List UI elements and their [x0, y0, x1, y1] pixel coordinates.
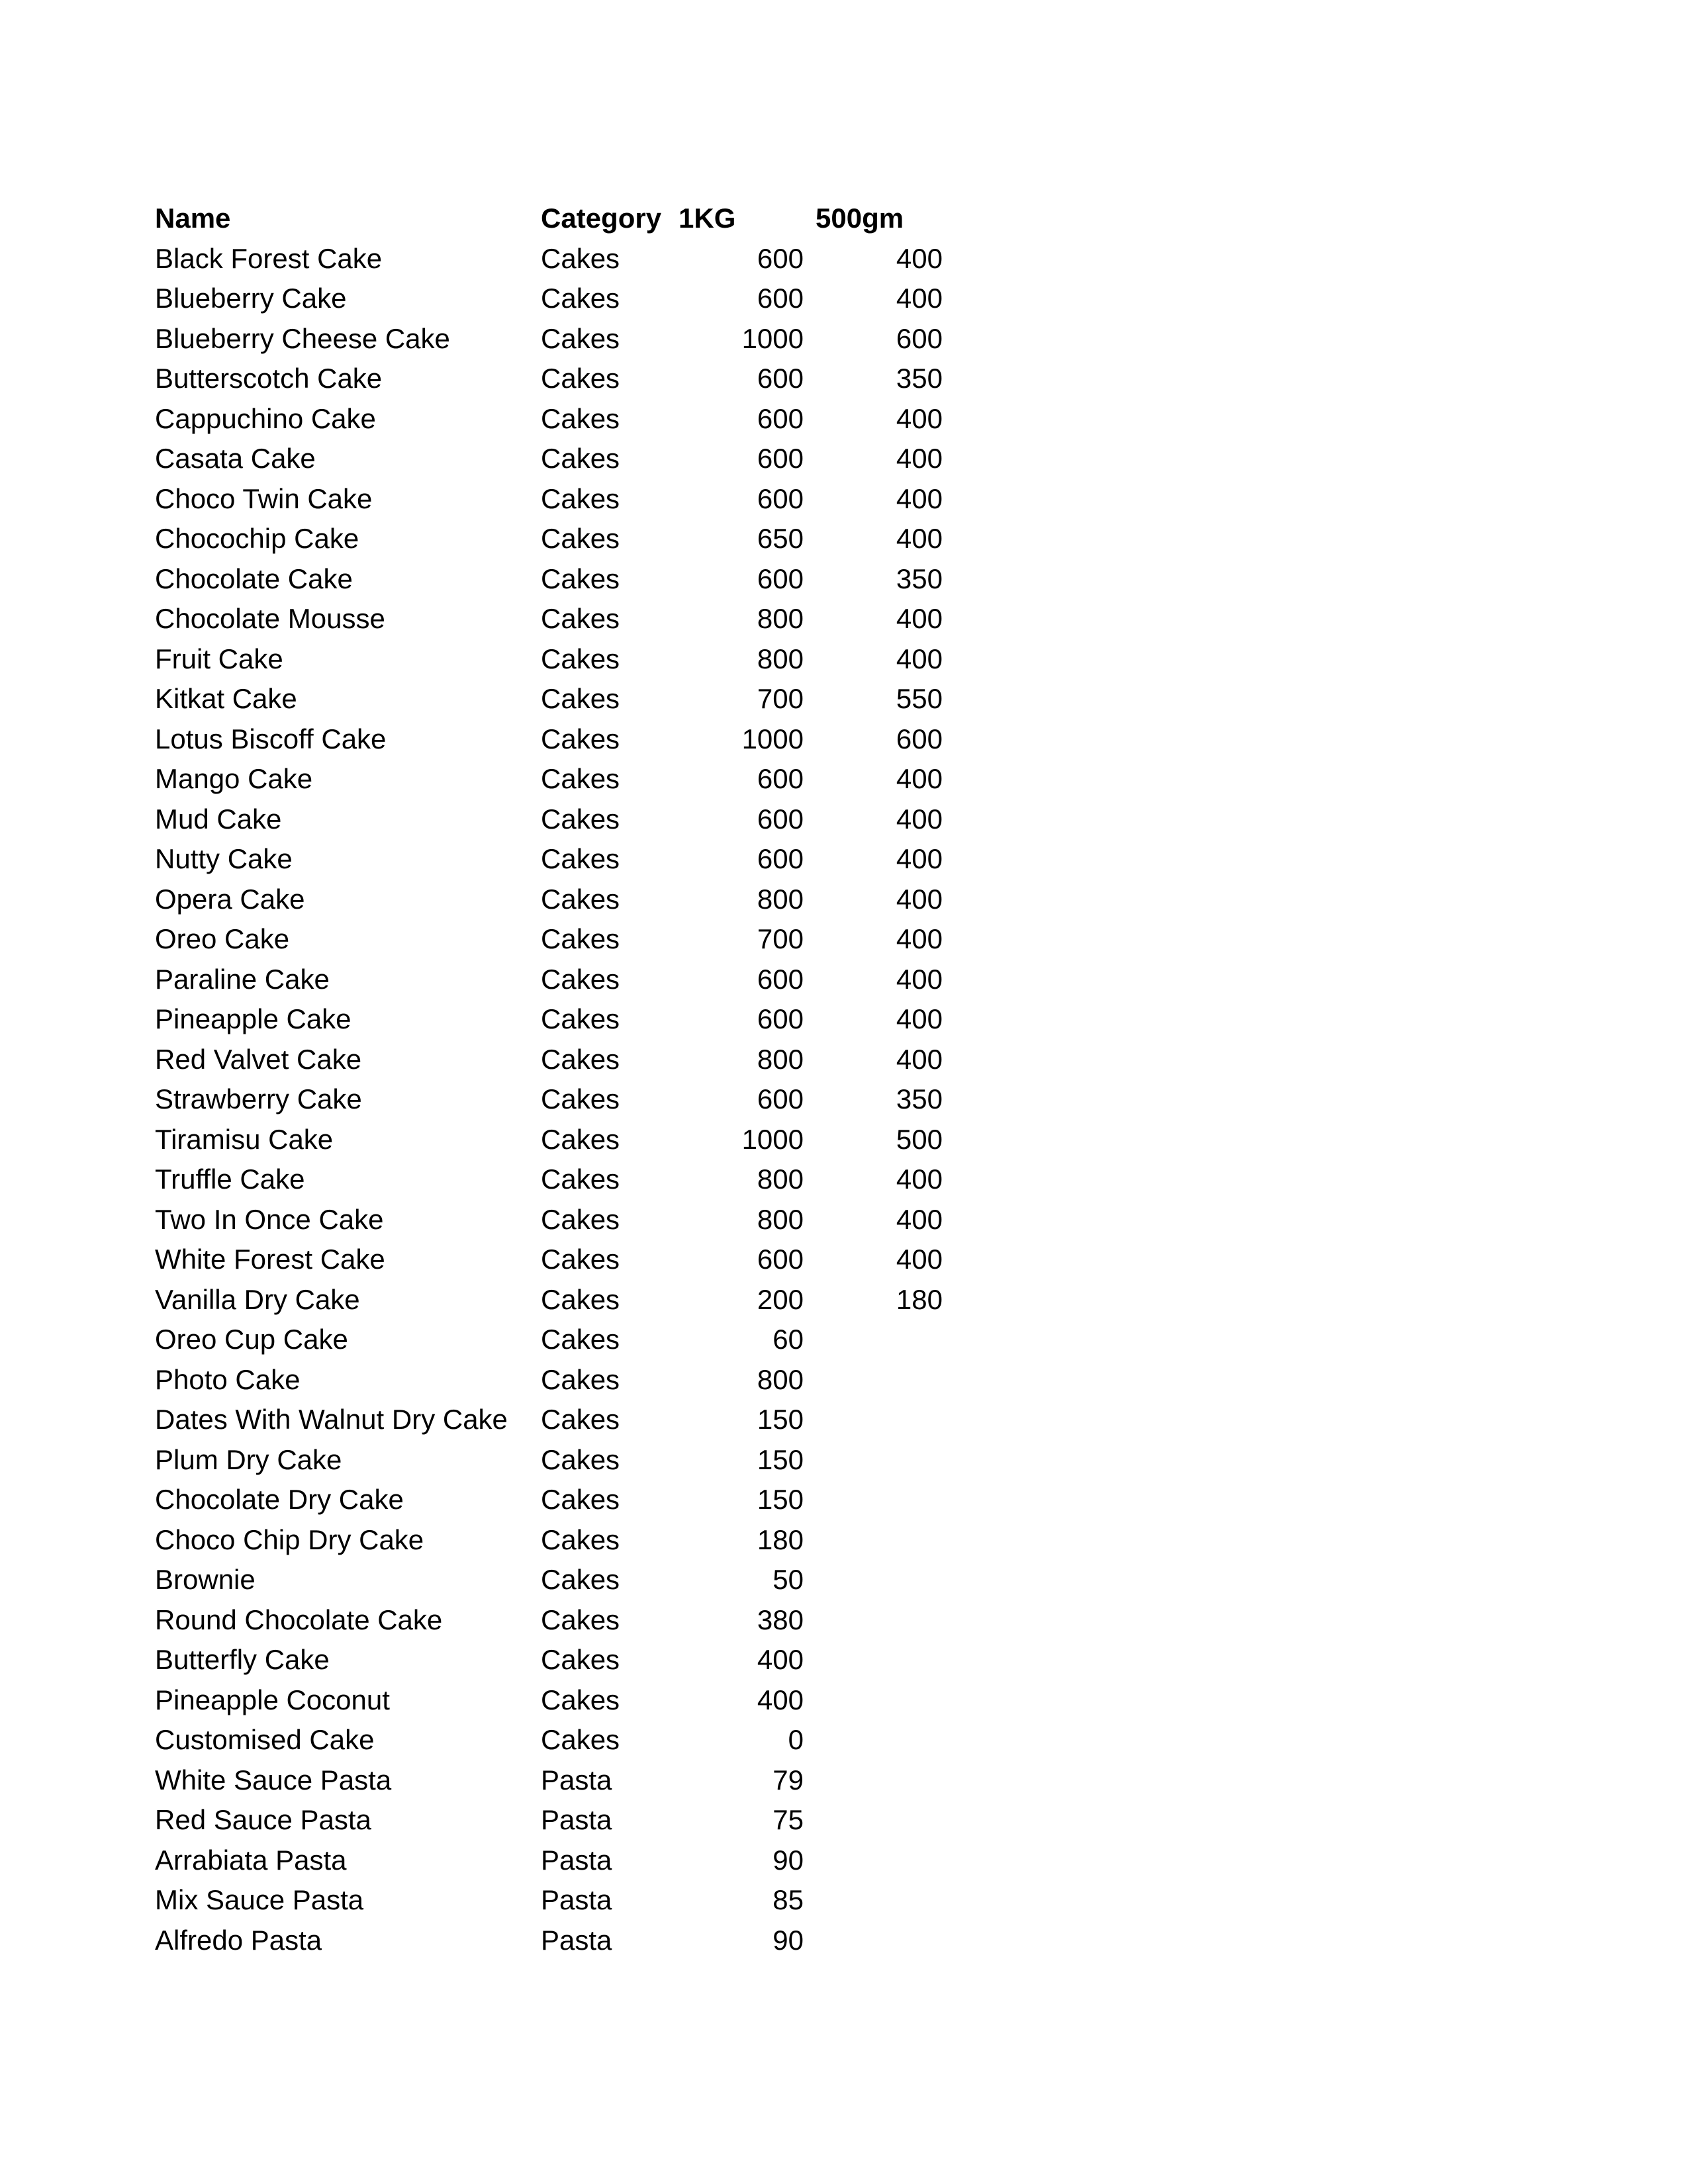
cell-price-500gm: 350	[896, 563, 943, 594]
cell-price-500gm: 400	[896, 1043, 943, 1075]
cell-price-1kg: 800	[757, 1363, 804, 1395]
cell-category: Cakes	[541, 443, 620, 474]
cell-name: Red Valvet Cake	[155, 1043, 362, 1075]
table-row	[155, 799, 949, 840]
cell-price-1kg: 700	[757, 923, 804, 954]
cell-price-500gm	[810, 1921, 943, 1961]
cell-price-1kg: 600	[757, 1244, 804, 1275]
cell-name: Cappuchino Cake	[155, 402, 376, 434]
cell-price-500gm	[810, 1400, 943, 1440]
cell-category: Cakes	[541, 1123, 620, 1155]
table-row	[155, 399, 949, 439]
cell-name: Opera Cake	[155, 883, 305, 915]
table-row	[155, 759, 949, 799]
cell-price-500gm	[810, 1320, 943, 1360]
cell-category: Cakes	[541, 1604, 620, 1635]
cell-price-500gm: 400	[896, 482, 943, 514]
table-row	[155, 1680, 949, 1721]
table-row	[155, 1760, 949, 1801]
cell-name: White Sauce Pasta	[155, 1764, 392, 1796]
cell-category: Cakes	[541, 283, 620, 314]
cell-price-500gm: 550	[896, 683, 943, 714]
cell-price-1kg: 600	[757, 563, 804, 594]
table-row	[155, 1240, 949, 1280]
cell-category: Cakes	[541, 603, 620, 634]
cell-name: Truffle Cake	[155, 1163, 305, 1195]
cell-price-500gm	[810, 1760, 943, 1801]
cell-price-500gm	[810, 1720, 943, 1760]
cell-price-1kg: 1000	[741, 322, 804, 354]
cell-price-500gm	[810, 1841, 943, 1881]
cell-name: White Forest Cake	[155, 1244, 385, 1275]
cell-name: Mango Cake	[155, 763, 313, 794]
cell-category: Cakes	[541, 1724, 620, 1755]
cell-price-500gm: 400	[896, 242, 943, 274]
cell-category: Cakes	[541, 1043, 620, 1075]
cell-price-1kg: 180	[757, 1524, 804, 1555]
cell-category: Pasta	[541, 1764, 612, 1796]
cell-category: Cakes	[541, 563, 620, 594]
cell-category: Cakes	[541, 963, 620, 995]
cell-category: Cakes	[541, 1644, 620, 1675]
cell-name: Choco Twin Cake	[155, 482, 373, 514]
table-row	[155, 1600, 949, 1641]
cell-name: Vanilla Dry Cake	[155, 1283, 360, 1315]
cell-price-500gm: 400	[896, 923, 943, 954]
cell-price-500gm	[810, 1560, 943, 1600]
cell-price-500gm: 400	[896, 643, 943, 674]
cell-price-1kg: 600	[757, 1083, 804, 1115]
cell-name: Mud Cake	[155, 803, 282, 835]
cell-price-1kg: 600	[757, 763, 804, 794]
cell-category: Cakes	[541, 923, 620, 954]
cell-name: Lotus Biscoff Cake	[155, 723, 387, 754]
cell-price-500gm: 600	[896, 723, 943, 754]
cell-price-500gm: 400	[896, 402, 943, 434]
header-category: Category	[541, 203, 662, 234]
cell-name: Strawberry Cake	[155, 1083, 362, 1115]
cell-name: Arrabiata Pasta	[155, 1844, 347, 1876]
table-row	[155, 1480, 949, 1520]
cell-name: Black Forest Cake	[155, 242, 383, 274]
cell-price-1kg: 600	[757, 402, 804, 434]
table-row	[155, 239, 949, 279]
cell-name: Red Sauce Pasta	[155, 1804, 371, 1835]
cell-category: Cakes	[541, 1484, 620, 1515]
table-row	[155, 1120, 949, 1160]
cell-price-500gm: 400	[896, 883, 943, 915]
table-row	[155, 439, 949, 479]
table-row	[155, 1520, 949, 1561]
cell-price-500gm: 400	[896, 843, 943, 874]
cell-category: Cakes	[541, 1203, 620, 1235]
cell-name: Chocochip Cake	[155, 523, 359, 554]
cell-price-1kg: 800	[757, 1163, 804, 1195]
table-row	[155, 1320, 949, 1360]
table-row	[155, 1560, 949, 1600]
cell-category: Cakes	[541, 843, 620, 874]
cell-name: Nutty Cake	[155, 843, 293, 874]
cell-price-500gm: 400	[896, 963, 943, 995]
table-row	[155, 319, 949, 359]
cell-name: Tiramisu Cake	[155, 1123, 334, 1155]
cell-name: Round Chocolate Cake	[155, 1604, 443, 1635]
cell-name: Chocolate Dry Cake	[155, 1484, 404, 1515]
cell-name: Choco Chip Dry Cake	[155, 1524, 424, 1555]
cell-category: Cakes	[541, 402, 620, 434]
cell-name: Chocolate Cake	[155, 563, 353, 594]
table-row	[155, 960, 949, 1000]
cell-category: Cakes	[541, 723, 620, 754]
cell-name: Dates With Walnut Dry Cake	[155, 1404, 508, 1435]
cell-price-500gm: 500	[896, 1123, 943, 1155]
cell-price-1kg: 60	[773, 1324, 804, 1355]
table-row	[155, 279, 949, 319]
cell-name: Oreo Cake	[155, 923, 290, 954]
table-row	[155, 1440, 949, 1480]
cell-price-1kg: 90	[773, 1844, 804, 1876]
cell-name: Brownie	[155, 1564, 256, 1595]
cell-name: Chocolate Mousse	[155, 603, 385, 634]
cell-category: Cakes	[541, 1404, 620, 1435]
cell-category: Pasta	[541, 1924, 612, 1956]
cell-price-1kg: 600	[757, 283, 804, 314]
cell-price-500gm	[810, 1800, 943, 1841]
table-body	[155, 239, 949, 1961]
cell-price-1kg: 150	[757, 1443, 804, 1475]
cell-category: Cakes	[541, 322, 620, 354]
cell-category: Cakes	[541, 363, 620, 394]
table-row	[155, 359, 949, 399]
header-name: Name	[155, 203, 231, 234]
table-row	[155, 1200, 949, 1240]
table-row	[155, 1921, 949, 1961]
cell-price-1kg: 800	[757, 883, 804, 915]
cell-price-1kg: 85	[773, 1884, 804, 1915]
table-row	[155, 1280, 949, 1320]
cell-price-1kg: 90	[773, 1924, 804, 1956]
cell-category: Cakes	[541, 242, 620, 274]
cell-price-1kg: 150	[757, 1484, 804, 1515]
table-row	[155, 880, 949, 920]
cell-price-500gm: 400	[896, 1003, 943, 1034]
cell-price-500gm: 400	[896, 763, 943, 794]
cell-name: Pineapple Cake	[155, 1003, 352, 1034]
cell-price-1kg: 600	[757, 803, 804, 835]
cell-price-1kg: 75	[773, 1804, 804, 1835]
table-row	[155, 519, 949, 559]
table-row	[155, 1400, 949, 1440]
cell-price-1kg: 800	[757, 1043, 804, 1075]
cell-price-1kg: 79	[773, 1764, 804, 1796]
cell-category: Pasta	[541, 1884, 612, 1915]
cell-price-500gm	[810, 1880, 943, 1921]
cell-name: Blueberry Cheese Cake	[155, 322, 450, 354]
cell-price-500gm: 400	[896, 1244, 943, 1275]
cell-category: Cakes	[541, 1244, 620, 1275]
cell-name: Customised Cake	[155, 1724, 375, 1755]
cell-price-500gm	[810, 1600, 943, 1641]
cell-name: Alfredo Pasta	[155, 1924, 322, 1956]
cell-price-500gm: 400	[896, 1163, 943, 1195]
cell-category: Cakes	[541, 1163, 620, 1195]
cell-price-500gm: 400	[896, 443, 943, 474]
cell-price-1kg: 200	[757, 1283, 804, 1315]
cell-price-1kg: 800	[757, 643, 804, 674]
cell-price-1kg: 600	[757, 843, 804, 874]
cell-price-1kg: 650	[757, 523, 804, 554]
table-row	[155, 1040, 949, 1080]
cell-price-500gm	[810, 1520, 943, 1561]
cell-category: Cakes	[541, 683, 620, 714]
cell-name: Plum Dry Cake	[155, 1443, 342, 1475]
cell-price-1kg: 600	[757, 363, 804, 394]
table-header-row	[155, 199, 949, 239]
table-row	[155, 919, 949, 960]
cell-name: Butterscotch Cake	[155, 363, 383, 394]
cell-category: Cakes	[541, 1684, 620, 1715]
cell-category: Cakes	[541, 523, 620, 554]
price-table	[155, 199, 949, 1960]
table-row	[155, 599, 949, 639]
cell-price-500gm	[810, 1440, 943, 1480]
cell-category: Pasta	[541, 1804, 612, 1835]
table-row	[155, 639, 949, 680]
cell-price-1kg: 600	[757, 242, 804, 274]
cell-price-1kg: 600	[757, 443, 804, 474]
cell-name: Casata Cake	[155, 443, 316, 474]
cell-price-500gm: 400	[896, 283, 943, 314]
table-row	[155, 1841, 949, 1881]
cell-price-1kg: 0	[788, 1724, 804, 1755]
cell-price-1kg: 600	[757, 963, 804, 995]
table-row	[155, 1880, 949, 1921]
cell-name: Butterfly Cake	[155, 1644, 330, 1675]
cell-price-1kg: 380	[757, 1604, 804, 1635]
table-row	[155, 719, 949, 760]
cell-price-1kg: 1000	[741, 723, 804, 754]
cell-name: Kitkat Cake	[155, 683, 297, 714]
cell-price-1kg: 700	[757, 683, 804, 714]
cell-price-500gm: 400	[896, 803, 943, 835]
cell-price-1kg: 150	[757, 1404, 804, 1435]
table-row	[155, 679, 949, 719]
cell-category: Pasta	[541, 1844, 612, 1876]
cell-price-1kg: 800	[757, 1203, 804, 1235]
cell-price-500gm: 400	[896, 603, 943, 634]
cell-name: Photo Cake	[155, 1363, 301, 1395]
header-1kg: 1KG	[679, 203, 736, 234]
cell-price-500gm: 400	[896, 523, 943, 554]
cell-price-500gm: 350	[896, 1083, 943, 1115]
table-row	[155, 559, 949, 600]
cell-category: Cakes	[541, 1564, 620, 1595]
cell-price-1kg: 600	[757, 1003, 804, 1034]
cell-category: Cakes	[541, 763, 620, 794]
cell-price-1kg: 400	[757, 1684, 804, 1715]
table-row	[155, 1079, 949, 1120]
cell-name: Blueberry Cake	[155, 283, 347, 314]
cell-category: Cakes	[541, 1363, 620, 1395]
cell-price-500gm	[810, 1640, 943, 1680]
table-row	[155, 1800, 949, 1841]
cell-name: Pineapple Coconut	[155, 1684, 390, 1715]
cell-name: Mix Sauce Pasta	[155, 1884, 364, 1915]
table-row	[155, 839, 949, 880]
cell-name: Paraline Cake	[155, 963, 330, 995]
cell-name: Fruit Cake	[155, 643, 283, 674]
cell-category: Cakes	[541, 883, 620, 915]
cell-price-500gm	[810, 1360, 943, 1400]
cell-category: Cakes	[541, 482, 620, 514]
cell-category: Cakes	[541, 1524, 620, 1555]
cell-category: Cakes	[541, 1443, 620, 1475]
cell-name: Oreo Cup Cake	[155, 1324, 348, 1355]
cell-price-500gm: 180	[896, 1283, 943, 1315]
header-500gm: 500gm	[816, 203, 904, 234]
cell-price-1kg: 50	[773, 1564, 804, 1595]
cell-category: Cakes	[541, 643, 620, 674]
cell-price-1kg: 600	[757, 482, 804, 514]
cell-category: Cakes	[541, 1003, 620, 1034]
cell-price-500gm: 600	[896, 322, 943, 354]
cell-category: Cakes	[541, 803, 620, 835]
table-row	[155, 1640, 949, 1680]
cell-category: Cakes	[541, 1283, 620, 1315]
cell-price-1kg: 1000	[741, 1123, 804, 1155]
cell-price-500gm: 350	[896, 363, 943, 394]
cell-price-500gm	[810, 1480, 943, 1520]
cell-price-1kg: 800	[757, 603, 804, 634]
cell-price-1kg: 400	[757, 1644, 804, 1675]
table-row	[155, 999, 949, 1040]
cell-name: Two In Once Cake	[155, 1203, 384, 1235]
cell-price-500gm: 400	[896, 1203, 943, 1235]
table-row	[155, 1160, 949, 1200]
table-row	[155, 1720, 949, 1760]
cell-category: Cakes	[541, 1083, 620, 1115]
table-row	[155, 479, 949, 520]
cell-category: Cakes	[541, 1324, 620, 1355]
cell-price-500gm	[810, 1680, 943, 1721]
table-row	[155, 1360, 949, 1400]
